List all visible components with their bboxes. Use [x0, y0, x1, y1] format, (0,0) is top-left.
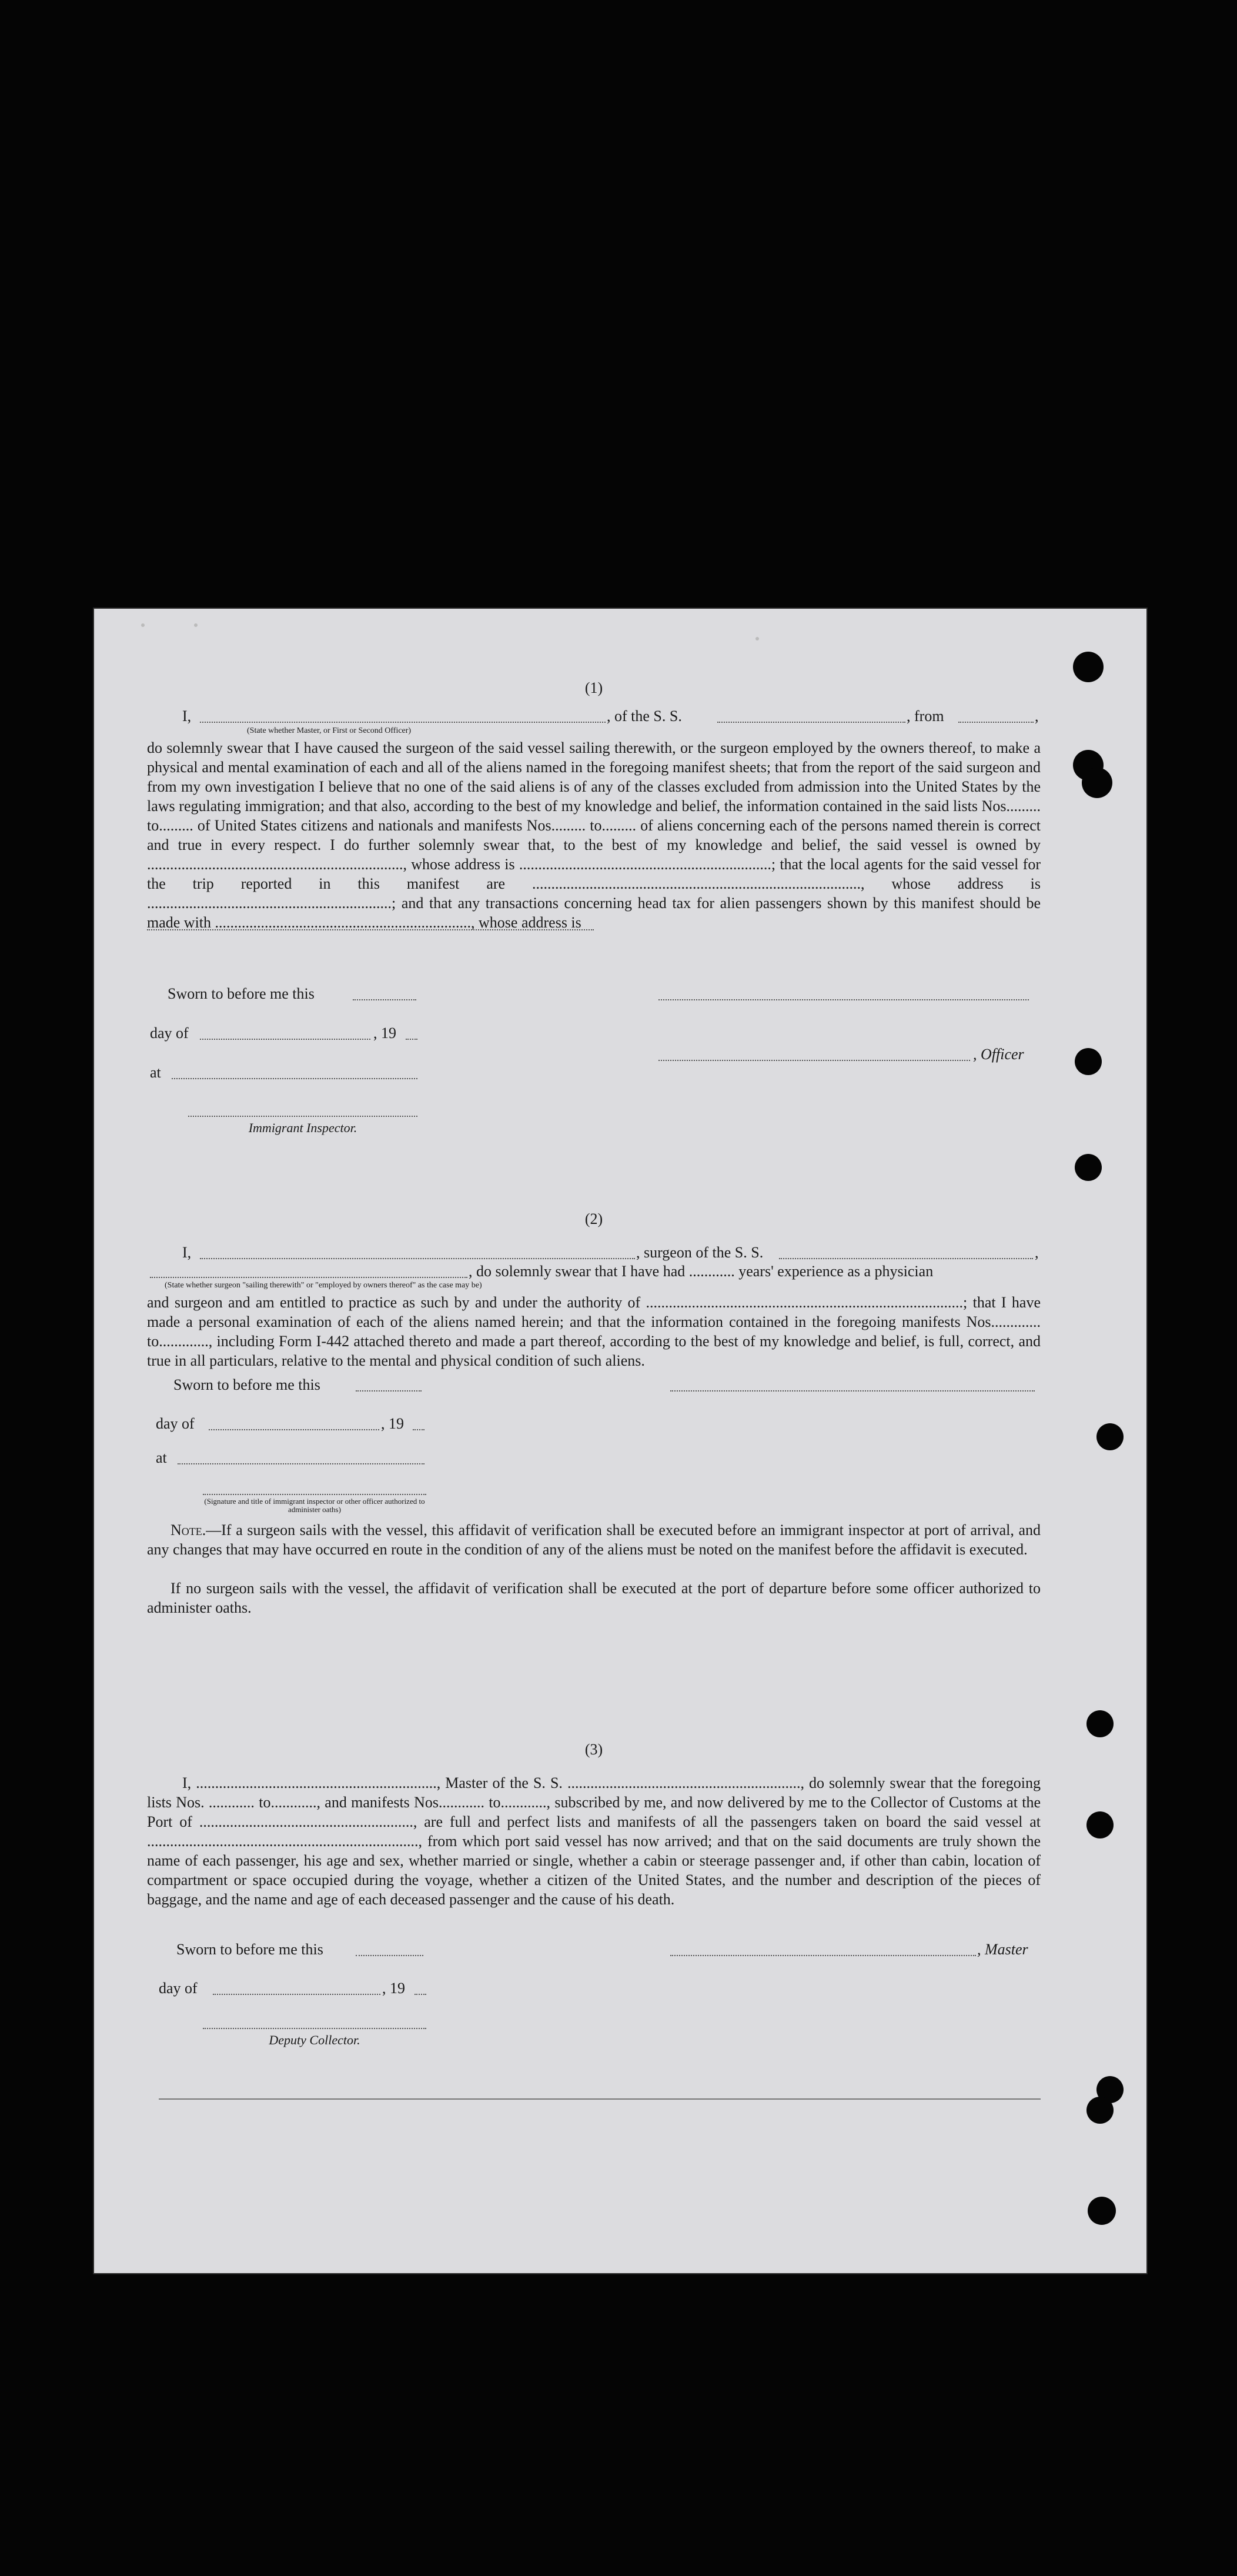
ss-label: , of the S. S. — [607, 708, 682, 725]
capacity-blank — [150, 1277, 467, 1278]
section-number: (2) — [584, 1210, 603, 1227]
signature-blank — [658, 999, 1029, 1000]
collector-blank — [203, 2028, 426, 2029]
sworn-blank — [356, 1955, 423, 1956]
speck — [194, 623, 198, 627]
note-paragraph — [147, 1520, 1041, 1559]
affidavit-text: do solemnly swear that I have caused the surgeon of the said vessel sailing therewith, or the surgeon employed by the owners thereof, to make a physical and mental examination of each and all of the aliens named in the foregoing manifest sheets; that from the report of the said surgeon and from my own investigation I believe that no one of the said aliens is of any of the classes excluded from admission into the United States by the laws regulating immigration; and that also, according to the best of my knowledge and belief, the information contained in the said lists Nos......... to......... of United States citizens and nationals and manifests Nos......... to......... of aliens concerning each of the persons named therein is correct and true in every respect. I do further solemnly swear that, to the best of my knowledge and belief, the said vessel is owned by ..................................................................., whose address is ..................................................................; that the local agents for the said vessel for the trip reported in this manifest are ......................................................................................, whose address is ................................................................; and that any transactions concerning head tax for alien passengers shown by this manifest should be made with ..................................................................., whose address is — [147, 739, 1041, 931]
intro-i: I, — [182, 708, 192, 725]
sworn-label: Sworn to before me this — [176, 1941, 323, 1958]
rank-caption: (State whether Master, or First or Second Officer) — [247, 726, 412, 735]
line-end: , — [1035, 1244, 1039, 1261]
punch-hole — [1082, 768, 1112, 798]
sworn-blank — [356, 1390, 422, 1392]
line-end: , — [1035, 708, 1039, 725]
manifest-back-page — [94, 609, 1146, 2273]
affidavit-text: and surgeon and am entitled to practice as such by and under the authority of ...................................................................................; that I have made a personal examination of each of the aliens named herein; and that the information contained in the foregoing manifests Nos............. to............., including Form I-442 attached thereto and made a part thereof, according to the best of my knowledge and belief, is full, correct, and true in all particulars, relative to the mental and physical condition of such aliens. — [147, 1294, 1041, 1369]
punch-hole — [1086, 1710, 1114, 1737]
year-label: , 19 — [373, 1025, 396, 1042]
signature-caption: (Signature and title of immigrant inspector or other officer authorized to administer oaths) — [204, 1497, 425, 1514]
punch-hole — [1086, 1811, 1114, 1838]
punch-hole — [1086, 2097, 1114, 2124]
year-label: , 19 — [381, 1415, 404, 1432]
signature-blank — [670, 1390, 1035, 1392]
sworn-label: Sworn to before me this — [173, 1376, 320, 1393]
vessel-blank — [717, 722, 905, 723]
master-label: , Master — [977, 1941, 1028, 1958]
punch-hole — [1075, 1154, 1102, 1181]
sworn-label: Sworn to before me this — [168, 985, 315, 1002]
day-label: day of — [159, 1980, 198, 1997]
surgeon-label: , surgeon of the S. S. — [636, 1244, 764, 1261]
from-label: , from — [907, 708, 944, 725]
at-label: at — [156, 1449, 167, 1466]
punch-hole — [1096, 1423, 1124, 1450]
section-number: (1) — [584, 679, 603, 696]
at-blank — [178, 1463, 424, 1464]
section-number: (3) — [584, 1741, 603, 1758]
punch-hole — [1088, 2197, 1116, 2225]
inspector-caption: Immigrant Inspector. — [248, 1120, 357, 1135]
note-paragraph-2: If no surgeon sails with the vessel, the affidavit of verification shall be executed at the port of departure before some officer authorized to administer oaths. — [147, 1580, 1041, 1616]
at-blank — [172, 1078, 417, 1079]
day-blank — [209, 1429, 379, 1430]
year-blank — [406, 1039, 417, 1040]
day-blank — [213, 1994, 380, 1995]
address-blank — [147, 929, 594, 930]
intro-i: I, — [182, 1244, 192, 1261]
name-blank — [200, 722, 606, 723]
year-label: , 19 — [382, 1980, 405, 1997]
day-label: day of — [150, 1025, 189, 1042]
from-blank — [958, 722, 1034, 723]
capacity-caption: (State whether surgeon "sailing therewith" or "employed by owners thereof" as the case may be) — [165, 1281, 482, 1290]
signature-blank — [670, 1955, 976, 1956]
collector-caption: Deputy Collector. — [269, 2033, 360, 2047]
officer-label: , Officer — [973, 1046, 1024, 1063]
inspector-blank — [203, 1494, 426, 1495]
bottom-rule — [159, 2098, 1041, 2100]
experience-line: , do solemnly swear that I have had ............ years' experience as a physician — [469, 1263, 934, 1280]
punch-hole — [1073, 652, 1104, 682]
speck — [755, 637, 759, 640]
year-blank — [413, 1429, 424, 1430]
day-label: day of — [156, 1415, 195, 1432]
affidavit-text: I, ..............................................................., Master of the S. S. ............................................................., do solemnly swear that the foregoing lists Nos. ............ to............, and manifests Nos............ to............, subscribed by me, and now delivered by me to the Collector of Customs at the Port of ........................................................, are full and perfect lists and manifests of all the passengers taken on board the said vessel at ......................................................................., from which port said vessel has now arrived; and that on the said documents are truly shown the name of each passenger, his age and sex, whether married or single, whether a cabin or steerage passenger and, if other than cabin, location of compartment or space occupied during the voyage, whether a citizen of the United States, and the number and description of the pieces of baggage, and the name and age of each deceased passenger and the cause of his death. — [147, 1774, 1041, 1908]
note-label: Note. — [170, 1521, 206, 1539]
sworn-blank — [353, 999, 416, 1000]
at-label: at — [150, 1064, 161, 1081]
name-blank — [200, 1258, 635, 1259]
year-blank — [414, 1994, 426, 1995]
note-text: —If a surgeon sails with the vessel, this affidavit of verification shall be executed before an immigrant inspector at port of arrival, and any changes that may have occurred en route in the condition of any of the aliens must be noted on the manifest before the affidavit is executed. — [147, 1521, 1041, 1558]
inspector-blank — [188, 1116, 417, 1117]
punch-hole — [1075, 1048, 1102, 1075]
officer-blank — [658, 1060, 970, 1061]
day-blank — [200, 1039, 370, 1040]
vessel-blank — [779, 1258, 1033, 1259]
speck — [141, 623, 145, 627]
